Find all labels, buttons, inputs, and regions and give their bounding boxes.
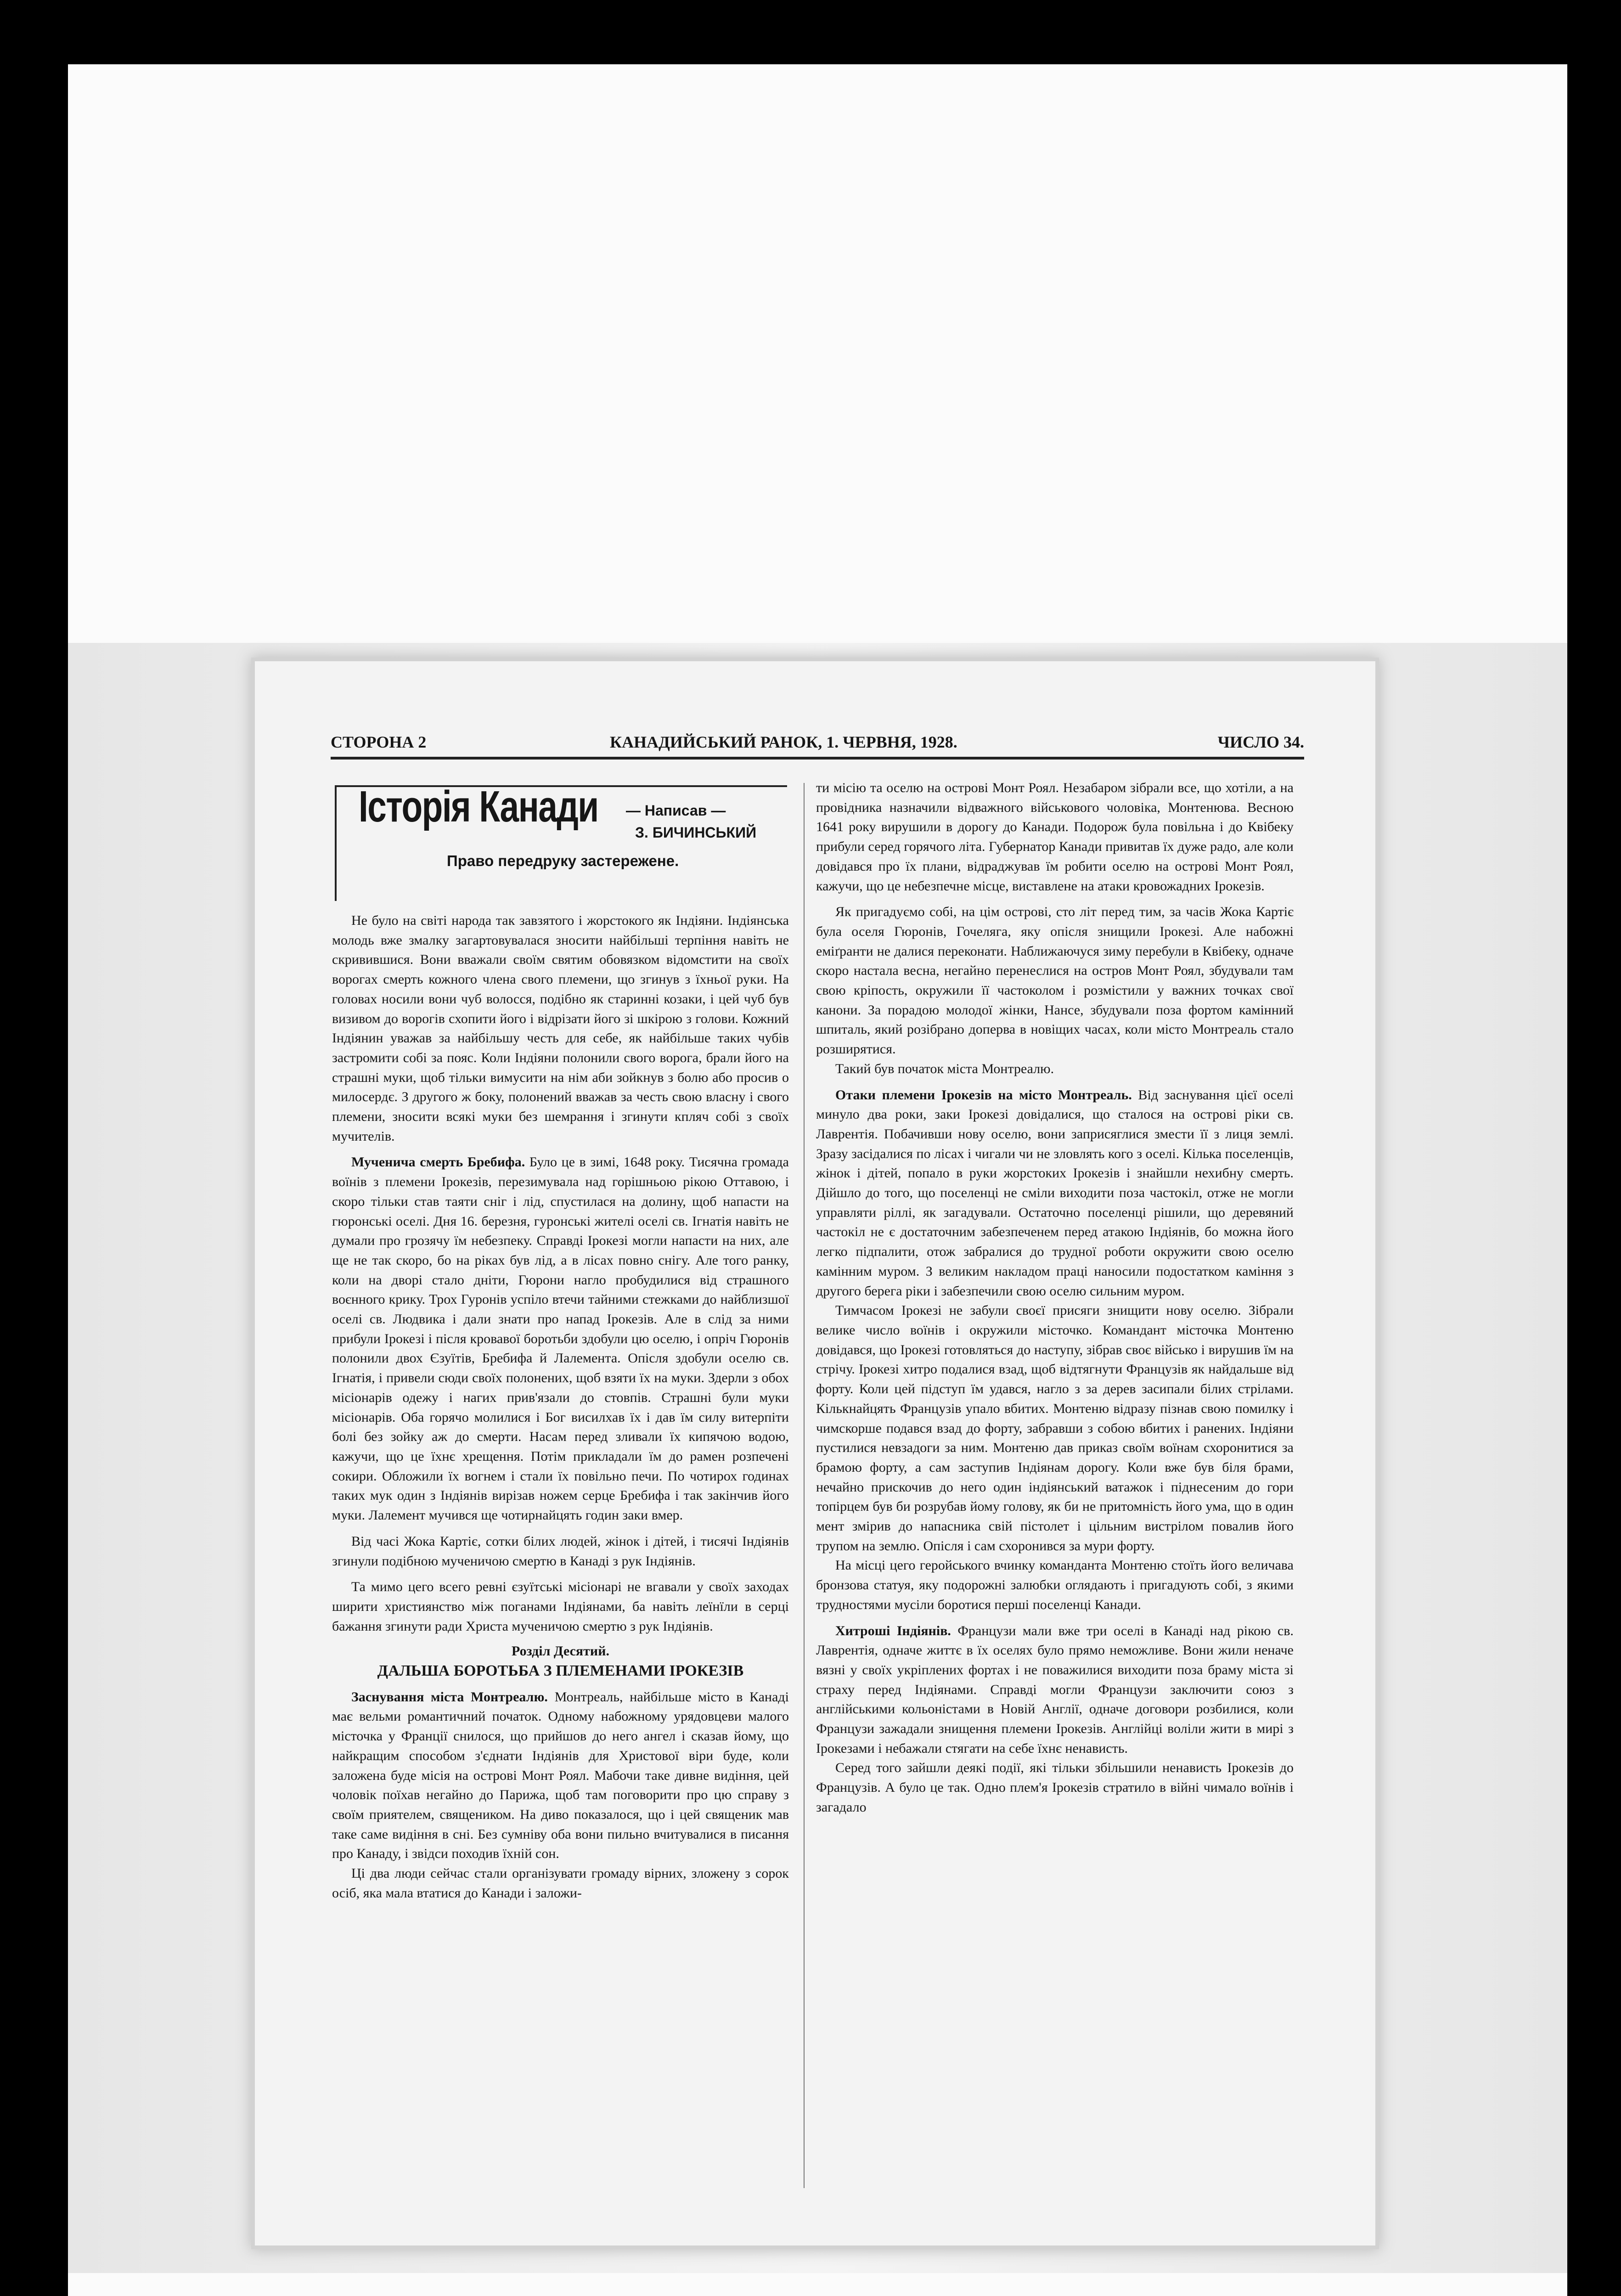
page-number: СТОРОНА 2 xyxy=(331,733,427,751)
left-column xyxy=(332,782,789,1903)
section-lead: Хитроші Індіянів. xyxy=(835,1623,951,1638)
paragraph-text: Було це в зимі, 1648 року. Тисячна громада воїнів з племени Ірокезів, перезимувала над горішньою рікою Оттавою, і скоро тільки став таяти сніг і лід, спустилася на долину, щоб напасти на гюронські оселі. Дня 16. березня, гуронські жителі оселі св. Ігнатія навіть не думали про грозячу їм небезпеку. Справді Ірокезі могли напасти на них, але ще не так скоро, бо на ріках був лід, а в лісах повно снігу. Але того ранку, коли на дворі стало дніти, Гюрони нагло пробудилися від страшного воєнного крику. Трох Гуронів успіло втечи тайними стежками до найблизшої оселі св. Людвика і дали знати про напад Ірокезів. Але в слід за ними прибули Ірокезі і після кровавої боротьби здобули цю оселю, і опріч Гюронів полонили двох Єзуїтів, Бребифа й Лалемента. Опісля здобули оселю св. Ігнатія, і привели сюди своїх полонених, щоб взяти їх на муки. Здерли з обох місіонарів одежу і нагих прив'язали до стовпів. Страшні були муки місіонарів. Оба горячо молилися і Бог висилхав їх і дав їм силу витерпіти болі без зойку аж до смерти. Насам перед зливали їх кипячою водою, кажучи, що це їхнє хрещення. Потім прикладали їм до рамен розпечені сокири. Обложили їх вогнем і стали їх повільно печи. По чотирох годинах таких мук один з Індіянів вирізав ножем серце Бребифа і так закінчив його муки. Лалемент мучився ще чотирнайцять годин заки вмер. xyxy=(332,1154,789,1523)
reprint-notice: Право передруку застережене. xyxy=(447,852,679,869)
paragraph: Такий був початок міста Монтреалю. xyxy=(835,1061,1054,1076)
paragraph xyxy=(816,1086,1294,1301)
article-title: Історія Канади xyxy=(359,782,598,831)
paragraph xyxy=(332,1688,789,1864)
column-divider xyxy=(804,783,805,2188)
paragraph-text: Французи мали вже три оселі в Канаді над рікою св. Лаврентія, одначе життє в їх оселях було прямо неможливе. Вони жили неначе вязні у своїх укріплених фортах і не поважилися виходити поза браму міста зі страху перед Індіянами. Справді могли Французи заключити союз з англійськими кольоністами в Новій Англії, одначе договори розбилися, коли Французи зажадали знищення племени Ірокезів. Англійці воліли жити в мирі з Ірокезами і небажали стягати на себе їхнє ненависть. xyxy=(816,1623,1294,1756)
paragraph xyxy=(332,1153,789,1525)
header-rule xyxy=(331,757,1304,760)
byline-author: З. БИЧИНСЬКИЙ xyxy=(635,824,757,841)
section-lead: Мученича смерть Бребифа. xyxy=(351,1154,525,1170)
paragraph: На місці цего геройського вчинку команданта Монтеню стоїть його величава бронзова статуя, яку подорожні залюбки оглядають і пригадують собі, з якими трудностями мусіли боротися перші поселенці Канади. xyxy=(816,1558,1294,1612)
paper-name-date: КАНАДИЙСЬКИЙ РАНОК, 1. ЧЕРВНЯ, 1928. xyxy=(610,733,957,751)
paragraph-text: Монтреаль, найбільше місто в Канаді має вельми романтичний початок. Одному набожному урядовцеви малого місточка у Франції снилося, що прийшов до него ангел і сказав йому, що найкращим способом з'єднати Індіянів для Христової віри буде, коли заложена буде місія на острові Монт Роял. Мабочи таке дивне видіння, цей чоловік поїхав негайно до Парижа, щоб там поговорити про цю справу з своїм приятелем, священиком. На диво показалося, що і цей священик мав таке саме видіння в сні. Без сумніву оба вони пильно вчитувалися в писання про Канаду, і звідси походив їхній сон. xyxy=(332,1689,789,1862)
paragraph xyxy=(816,1621,1294,1759)
right-column xyxy=(816,778,1294,1818)
section-lead: Отаки племени Ірокезів на місто Монтреаль. xyxy=(835,1087,1132,1103)
paragraph: Ці два люди сейчас стали організувати громаду вірних, зложену з сорок осіб, яка мала втатися до Канади і заложи- xyxy=(332,1866,789,1901)
newspaper-page xyxy=(255,661,1375,2245)
paragraph: Не було на світі народа так завзятого і жорстокого як Індіяни. Індіянська молодь вже змалку загартовувалася зносити найбільші терпіння навіть не скривившися. Вони вважали своїм святим обовязком відомстити на своїх ворогах смерть кожного члена свого племени, що згинув з їхньої руки. На головах носили вони чуб волосся, подібно як старинні козаки, і цей чуб був визивом до ворогів схопити його і відрізати його зі шкірою з голови. Кожний Індіянин уважав за найбільшу честь для себе, як найбільше таких чубів застромити собі за пояс. Коли Індіяни полонили свого ворога, брали його на страшні муки, щоб тільки вимусити на нім аби зойкнув з болю або просив о милосердє. З другого ж боку, полонений вважав за честь свою власну і свого племени, зносити всякі муки без шемрання і згинути кпляч собі з своїх мучителів. xyxy=(332,913,789,1144)
paragraph: Та мимо цего всего ревні єзуїтські місіонарі не вгавали у своїх заходах ширити християнство між поганами Індіянами, ба навіть леїнїли в серці бажання згинути ради Христа мученичою смертю з рук Індіянів. xyxy=(332,1579,789,1634)
paragraph: Тимчасом Ірокезі не забули своєї присяги знищити нову оселю. Зібрали велике число воїнів і окружили місточко. Командант місточка Монтеню довідався, що Ірокезі готовляться до наступу, зібрав своє військо і вирушив їм на стрічу. Ірокезі хитро подалися взад, щоб відтягнути Французів як найдальше від форту. Коли цей підступ їм удався, нагло з за дерев засипали білих стрілами. Кількнайцять Французів упало вбитих. Монтеню відразу пізнав свою помилку і чимскорше подався взад до форту, забравши з собою вбитих і ранених. Індіяни пустилися невзадоги за ним. Монтеню дав приказ своїм воїнам схоронитися за брамою форту, а сам заступив Індіянам дорогу. Коли вже був біля брами, нечайно прискочив до него один індіянський ватажок і піднесеним до гори топірцем був би розрубав йому голову, як би не притомність його ума, що в один мент змірив до напасника свій пістолет і цільним вистрілом повалив його трупом на землю. Опісля і сам схоронився за мури форту. xyxy=(816,1303,1294,1553)
byline-label: — Написав — xyxy=(626,802,726,819)
paragraph: Серед того зайшли деякі події, які тільки збільшили ненависть Ірокезів до Французів. А було це так. Одно плем'я Ірокезів стратило в війні чимало воїнів і загадало xyxy=(816,1760,1294,1815)
paragraph: Як пригадуємо собі, на цім острові, сто літ перед тим, за часів Жока Картіє була оселя Гюронів, Гочеляга, яку опісля знищили Ірокезі. Але набожні еміґранти не далися переконати. Наближаючуся зиму перебули в Квібеку, одначе скоро настала весна, негайно перенеслися на остров Монт Роял, збудували там свою кріпость, окружили її частоколом і розмістили у важних точках свої канони. За порадою молодої жінки, Нансе, збудували поза фортом камінний шпиталь, який розібрано доперва в новіщих часах, коли місто Монтреаль стало розширятися. xyxy=(816,904,1294,1057)
paragraph: Від часі Жока Картіє, сотки білих людей, жінок і дітей, і тисячі Індіянів згинули подібною мученичою смертю в Канаді з рук Індіянів. xyxy=(332,1533,789,1569)
chapter-title: ДАЛЬША БОРОТЬБА З ПЛЕМЕНАМИ ІРОКЕЗІВ xyxy=(377,1662,744,1680)
page-header xyxy=(331,732,1304,753)
paragraph: ти місію та оселю на острові Монт Роял. Незабаром зібрали все, що хотіли, а на провідника назначили відважного військового чоловіка, Монтенюва. Весною 1641 року вирушили в дорогу до Канади. Подорож була повільна і до Квібеку прибули серед горячого літа. Губернатор Канади привитав їх дуже радо, але коли довідався про їх плани, відраджував їм робити оселю на острові Монт Роял, кажучи, що це небезпечне місце, виставлене на атаки кровожадних Ірокезів. xyxy=(816,780,1294,894)
paragraph-text: Від заснування цієї оселі минуло два роки, заки Ірокезі довідалися, що сталося на острові ріки св. Лаврентія. Побачивши нову оселю, вони заприсяглися змести її з лиця землі. Зразу засідалися по лісах і чигали чи не зловлять кого з оселі. Кілька поселенців, жінок і дітей, попало в руки жорстоких Ірокезів і знайшли нехибну смерть. Дійшло до того, що поселенці не сміли виходити поза частокіл, отже не могли управляти ріллі, як загадували. Остаточно поселенці рішили, що деревяний частокіл не є достаточним забезпеченем перед атакою Індіянів, бо можна його легко підпалити, отож забралися до трудної роботи окружити свою оселю камінним муром. З великим накладом праці наносили подостатком каміння з другого берега ріки і забезпечили свою оселю сильним муром. xyxy=(816,1087,1294,1299)
article-title-box xyxy=(335,782,787,901)
section-lead: Заснування міста Монтреалю. xyxy=(351,1689,548,1705)
issue-number: ЧИСЛО 34. xyxy=(1217,733,1304,751)
chapter-number: Розділ Десятий. xyxy=(512,1643,609,1659)
